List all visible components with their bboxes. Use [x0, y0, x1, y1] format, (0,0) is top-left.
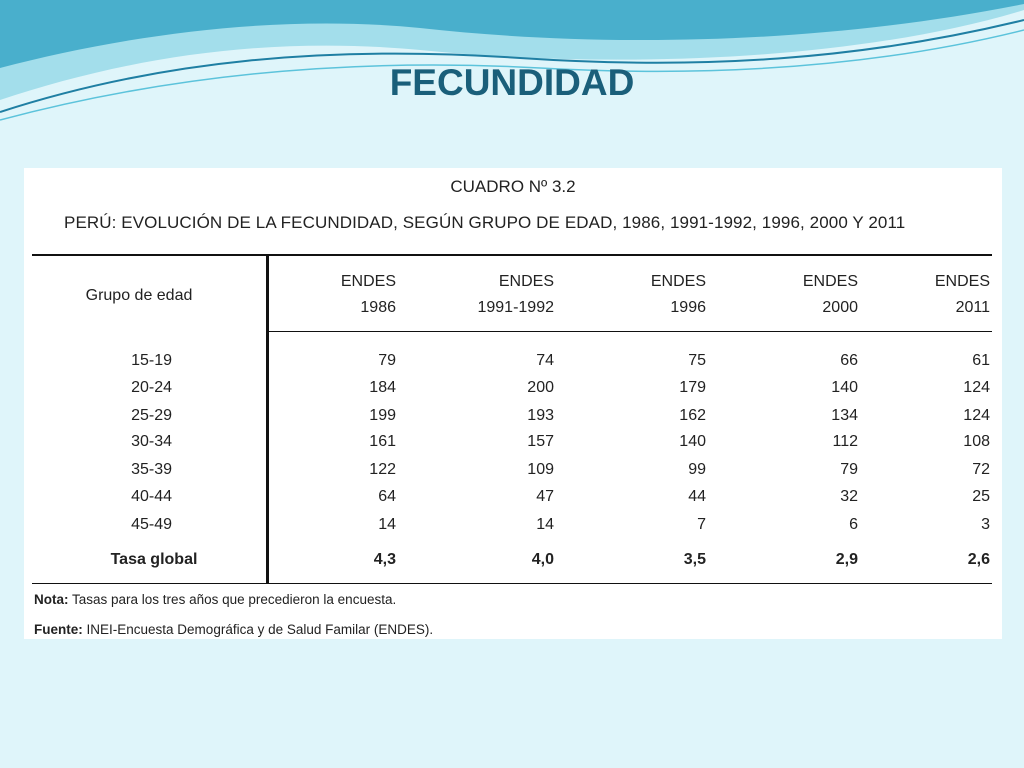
table-cell: 79: [378, 352, 396, 369]
column-header-1991-1992: [444, 272, 554, 318]
table-cell: 79: [840, 461, 858, 478]
table-cell: 14: [536, 516, 554, 533]
table-caption: CUADRO Nº 3.2: [450, 177, 576, 196]
column-header-2011: [906, 272, 990, 318]
table-cell: 193: [527, 407, 554, 424]
slide-title: FECUNDIDAD: [389, 62, 635, 103]
table-cell: 124: [963, 379, 990, 396]
source-label: Fuente:: [34, 622, 83, 637]
table-subtitle: PERÚ: EVOLUCIÓN DE LA FECUNDIDAD, SEGÚN GRUPO DE EDAD, 1986, 1991-1992, 1996, 2000 Y 2011: [64, 213, 906, 232]
total-cell: 4,0: [531, 551, 554, 568]
column-header-1986: [314, 272, 396, 318]
table-cell: 14: [378, 516, 396, 533]
note-text: Tasas para los tres años que precedieron la encuesta.: [72, 592, 397, 607]
note-label: Nota:: [34, 592, 69, 607]
table-cell: 72: [972, 461, 990, 478]
table-cell: 199: [369, 407, 396, 424]
column-header-line1: ENDES: [340, 273, 396, 290]
table-cell: 112: [832, 433, 858, 450]
table-cell: 61: [972, 352, 990, 369]
table-cell: 122: [369, 461, 396, 478]
table-cell: 184: [369, 379, 396, 396]
row-label: 45-49: [131, 516, 172, 533]
column-header-line1: ENDES: [498, 273, 554, 290]
table-cell: 140: [679, 433, 706, 450]
table-cell: 25: [972, 488, 990, 505]
total-row-label: Tasa global: [110, 551, 198, 568]
table-cell: 200: [527, 379, 554, 396]
table-cell: 124: [963, 407, 990, 424]
table-cell: 161: [369, 433, 396, 450]
table-cell: 75: [688, 352, 706, 369]
table-cell: 99: [688, 461, 706, 478]
column-header-line2: 2011: [955, 299, 990, 316]
total-cell: 2,9: [835, 551, 858, 568]
table-cell: 64: [378, 488, 396, 505]
column-header-1996: [624, 272, 706, 318]
column-header-line1: ENDES: [650, 273, 706, 290]
column-header-2000: [774, 272, 858, 318]
table-note: [34, 592, 396, 607]
column-divider: [266, 255, 269, 584]
header-rule: [269, 331, 992, 332]
table-cell: 44: [688, 488, 706, 505]
column-header-line2: 2000: [822, 299, 858, 316]
column-header-line2: 1991-1992: [477, 299, 554, 316]
table-cell: 157: [527, 433, 554, 450]
column-header-line1: ENDES: [802, 273, 858, 290]
top-rule: [32, 254, 992, 256]
source-text: INEI-Encuesta Demográfica y de Salud Familar (ENDES).: [86, 622, 434, 637]
table-cell: 109: [527, 461, 554, 478]
table-cell: 162: [679, 407, 706, 424]
column-header-line1: ENDES: [934, 273, 990, 290]
table-cell: 3: [981, 516, 990, 533]
table-image-panel: [24, 168, 1002, 639]
row-label: 20-24: [131, 379, 172, 396]
row-label: 35-39: [131, 461, 172, 478]
table-cell: 32: [840, 488, 858, 505]
table-cell: 47: [536, 488, 554, 505]
total-cell: 3,5: [683, 551, 706, 568]
table-cell: 140: [831, 379, 858, 396]
table-cell: 108: [963, 433, 990, 450]
total-cell: 4,3: [373, 551, 396, 568]
table-cell: 6: [849, 516, 858, 533]
table-cell: 74: [536, 352, 554, 369]
row-label: 15-19: [131, 352, 172, 369]
row-label: 30-34: [131, 433, 172, 450]
row-header-label: Grupo de edad: [85, 287, 193, 304]
table-cell: 134: [831, 407, 858, 424]
row-label: 40-44: [131, 488, 172, 505]
table-cell: 179: [679, 379, 706, 396]
row-label: 25-29: [131, 407, 172, 424]
table-source: [34, 622, 433, 637]
column-header-line2: 1996: [670, 299, 706, 316]
table-cell: 7: [697, 516, 706, 533]
total-cell: 2,6: [967, 551, 990, 568]
column-header-line2: 1986: [360, 299, 396, 316]
bottom-rule: [32, 583, 992, 584]
table-cell: 66: [840, 352, 858, 369]
